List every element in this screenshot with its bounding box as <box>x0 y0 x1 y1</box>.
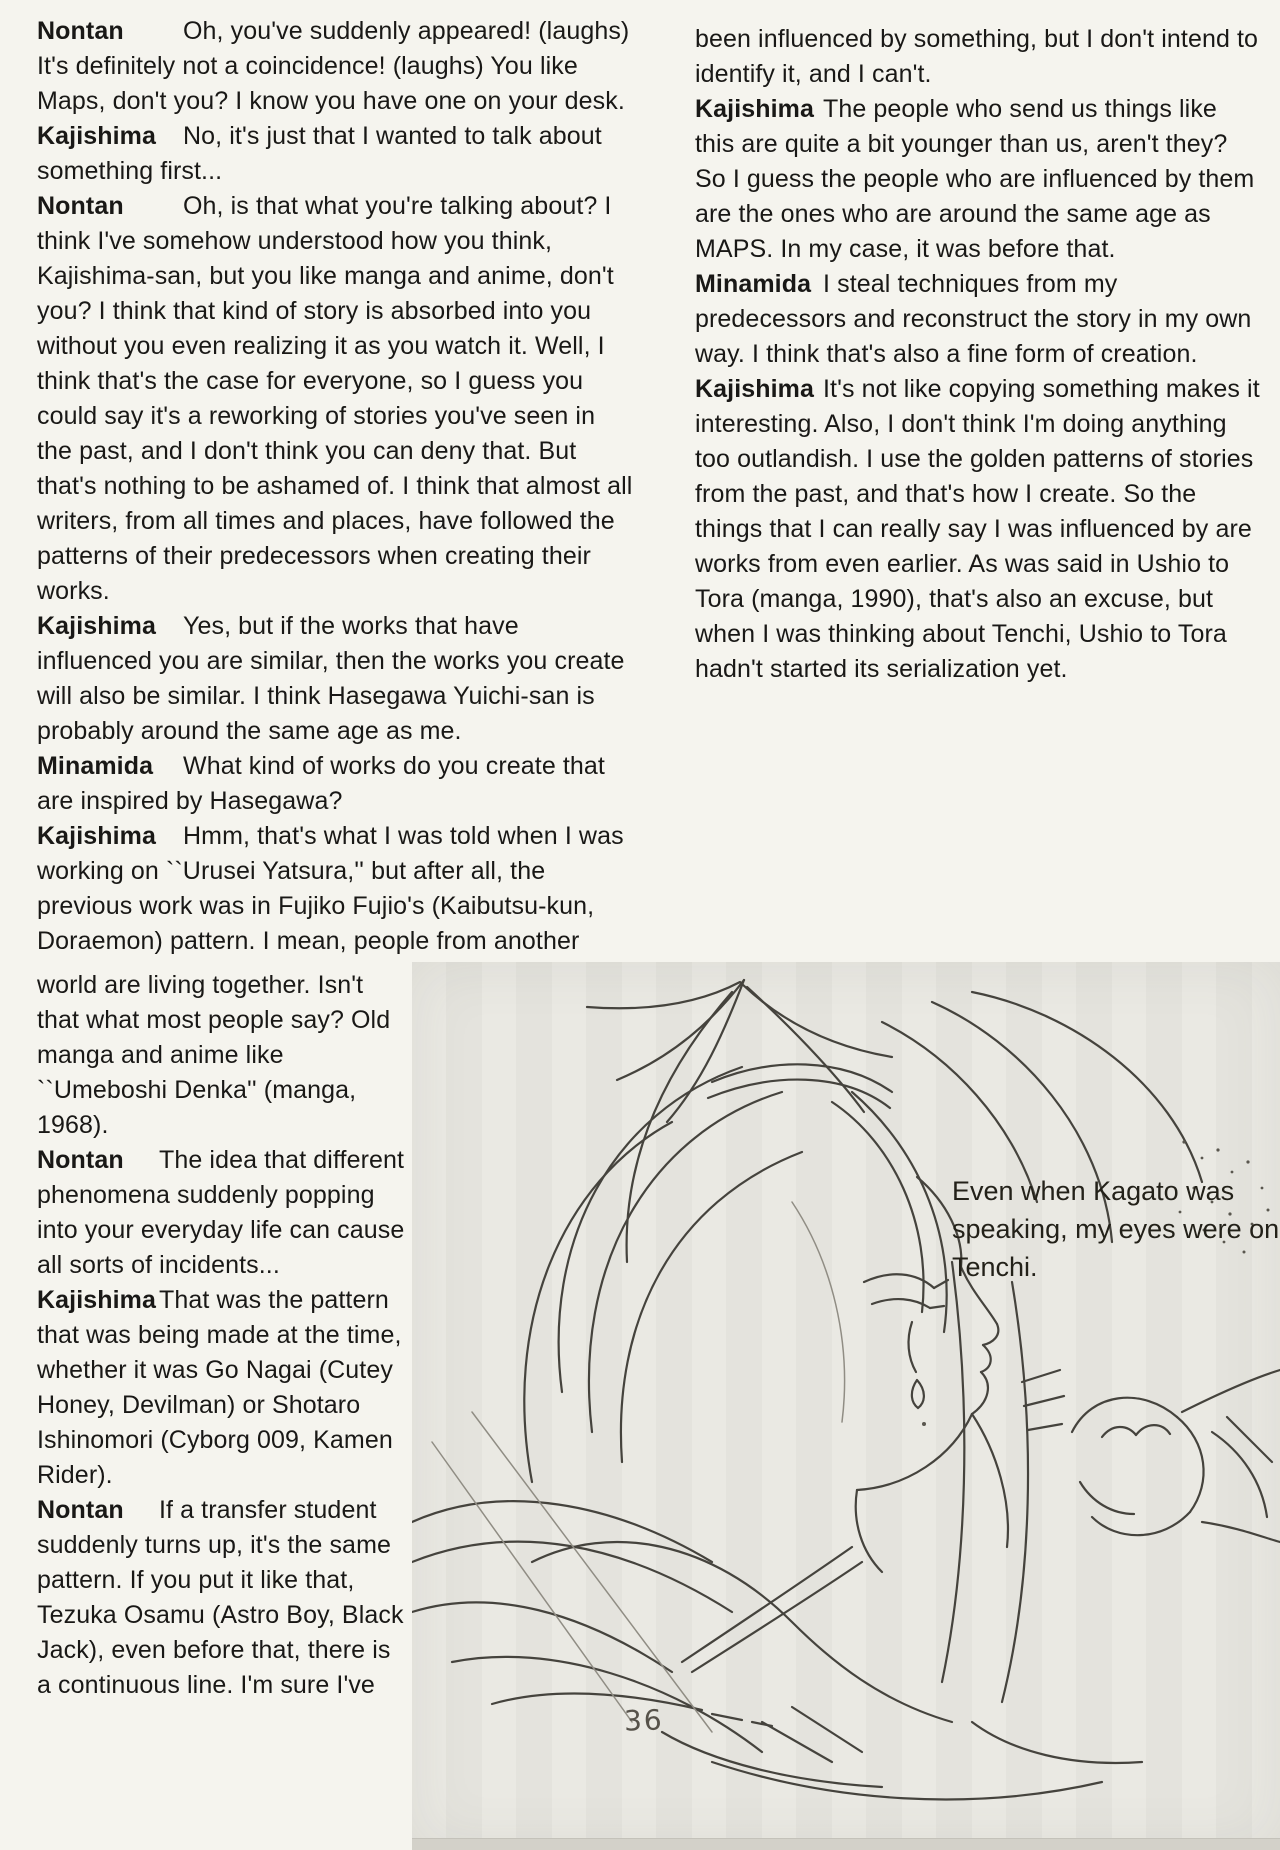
handwritten-caption: Even when Kagato was speaking, my eyes were on Tenchi. <box>952 1176 1280 1282</box>
dialogue-paragraph <box>37 119 637 189</box>
dialogue-paragraph <box>695 267 1260 372</box>
speaker-name: Kajishima <box>37 612 157 640</box>
page-number: 36 <box>623 1703 665 1738</box>
dialogue-text: That was the pattern that was being made at the time, whether it was Go Nagai (Cutey Honey, Devilman) or Shotaro Ishinomori (Cyborg 009, Kamen Rider). <box>37 1286 402 1489</box>
left-column-narrow <box>37 968 409 1703</box>
speaker-name: Nontan <box>37 1146 124 1174</box>
dialogue-text: If a transfer student suddenly turns up, it's the same pattern. If you put it like that, Tezuka Osamu (Astro Boy, Black Jack), even before that, there is a continuous line. I'm sure I've <box>37 1496 404 1699</box>
speaker-name: Minamida <box>695 270 812 298</box>
dialogue-text: Oh, is that what you're talking about? I think I've somehow understood how you think, Kajishima-san, but you like manga and anime, don't you? I think that kind of story is absorbed into you without you even realizing it as you watch it. Well, I think that's the case for everyone, so I guess you could say it's a reworking of stories you've seen in the past, and I don't think you can deny that. But that's nothing to be ashamed of. I think that almost all writers, from all times and places, have followed the patterns of their predecessors when creating their works. <box>37 192 633 605</box>
pencil-sketch-illustration <box>412 962 1280 1850</box>
speaker-name: Kajishima <box>37 1286 157 1314</box>
dialogue-paragraph <box>37 1283 409 1493</box>
dialogue-text: Yes, but if the works that have influenced you are similar, then the works you create will also be similar. I think Hasegawa Yuichi-san is probably around the same age as me. <box>37 612 625 745</box>
dialogue-paragraph <box>695 22 1260 92</box>
dialogue-paragraph <box>37 189 637 609</box>
scan-edge-shadow <box>412 1838 1280 1850</box>
speaker-name: Nontan <box>37 192 124 220</box>
dialogue-text: been influenced by something, but I don't intend to identify it, and I can't. <box>695 25 1259 88</box>
speaker-name: Kajishima <box>37 822 157 850</box>
dialogue-paragraph <box>37 819 637 959</box>
dialogue-paragraph <box>37 1143 409 1283</box>
dialogue-text: I steal techniques from my predecessors and reconstruct the story in my own way. I think that's also a fine form of creation. <box>695 270 1252 368</box>
dialogue-text: Oh, you've suddenly appeared! (laughs) It's definitely not a coincidence! (laughs) You like Maps, don't you? I know you have one on your desk. <box>37 17 630 115</box>
speaker-name: Kajishima <box>37 122 157 150</box>
dialogue-text: Hmm, that's what I was told when I was working on ``Urusei Yatsura,'' but after all, the previous work was in Fujiko Fujio's (Kaibutsu-kun, Doraemon) pattern. I mean, people from another <box>37 822 624 955</box>
dialogue-text: It's not like copying something makes it interesting. Also, I don't think I'm doing anything too outlandish. I use the golden patterns of stories from the past, and that's how I create. So the things that I can really say I was influenced by are works from even earlier. As was said in Ushio to Tora (manga, 1990), that's also an excuse, but when I was thinking about Tenchi, Ushio to Tora hadn't started its serialization yet. <box>695 375 1260 683</box>
left-column-top <box>37 14 637 959</box>
dialogue-text: The idea that different phenomena suddenly popping into your everyday life can cause all sorts of incidents... <box>37 1146 405 1279</box>
dialogue-paragraph <box>37 749 637 819</box>
speaker-name: Kajishima <box>695 375 815 403</box>
speaker-name: Kajishima <box>695 95 815 123</box>
speaker-name: Nontan <box>37 17 124 45</box>
dialogue-text: world are living together. Isn't that what most people say? Old manga and anime like ``Umeboshi Denka'' (manga, 1968). <box>37 971 391 1139</box>
scanned-sketch-region <box>412 962 1280 1850</box>
dialogue-paragraph <box>37 609 637 749</box>
dialogue-text: What kind of works do you create that are inspired by Hasegawa? <box>37 752 605 815</box>
dialogue-paragraph <box>37 968 409 1143</box>
right-column <box>695 22 1260 687</box>
dialogue-paragraph <box>37 14 637 119</box>
speaker-name: Nontan <box>37 1496 124 1524</box>
dialogue-text: No, it's just that I wanted to talk about something first... <box>37 122 602 185</box>
dialogue-paragraph <box>37 1493 409 1703</box>
dialogue-paragraph <box>695 372 1260 687</box>
speaker-name: Minamida <box>37 752 154 780</box>
dialogue-paragraph <box>695 92 1260 267</box>
dialogue-text: The people who send us things like this are quite a bit younger than us, aren't they? So I guess the people who are influenced by them are the ones who are around the same age as MAPS. In my case, it was before that. <box>695 95 1255 263</box>
